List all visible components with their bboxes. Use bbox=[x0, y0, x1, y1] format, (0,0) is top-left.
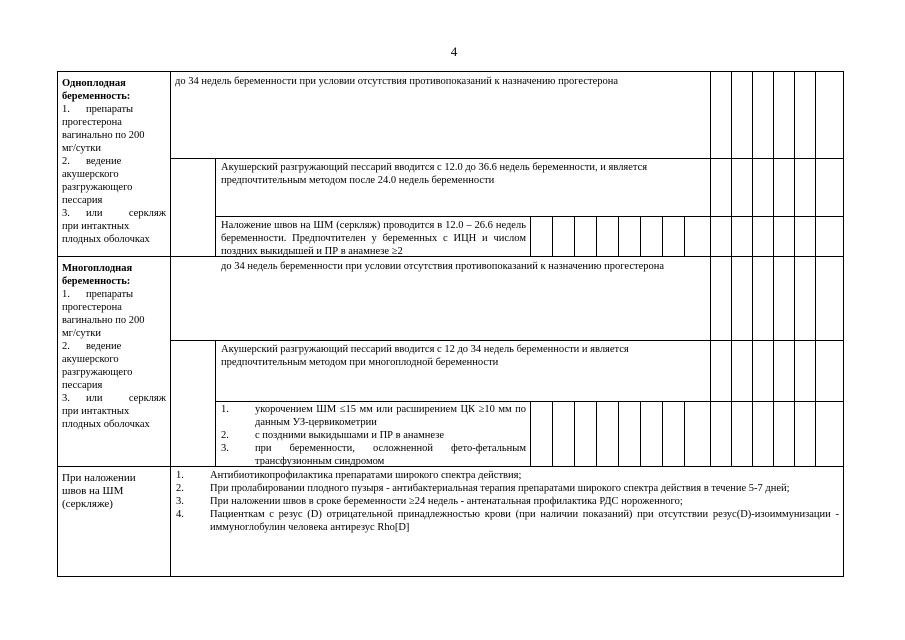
care-item: 1. Антибиотикопрофилактика препаратами широкого спектра действия; bbox=[176, 470, 522, 481]
multiple-progesterone-text: до 34 недель беременности при условии отсутствия противопоказаний к назначению прогестерона bbox=[221, 261, 665, 272]
page-number: 4 bbox=[450, 44, 458, 59]
multiple-pessary-text: Акушерский разгружающий пессарий вводится с 12 до 34 недель беременности и является предпочтительным методом при многоплодной беременности bbox=[221, 344, 629, 368]
singleton-cerclage-text: Наложение швов на ШМ (серкляж) проводится в 12.0 – 26.6 недель беременности. Предпочтителен у беременных с ИЦН и числом поздних выкидышей и ПР в анамнезе ≥2 bbox=[221, 220, 526, 257]
care-item: 4. Пациенткам с резус (D) отрицательной принадлежностью крови (при наличии показаний) при отсутствии резус(D)-изоиммунизации - иммуноглобулин человека антирезус Rho[D] bbox=[176, 509, 839, 533]
condition-item: 3. при беременности, осложненной фето-фетальным трансфузионным синдромом bbox=[221, 443, 526, 467]
singleton-label-cell: Одноплодная беременность: 1. препараты прогестерона вагинально по 200 мг/сутки 2. ведение акушерского разгружающего пессария 3. или серкляж при интактных плодных оболочках bbox=[62, 78, 166, 245]
cerclage-care-list bbox=[176, 469, 839, 534]
singleton-progesterone-text: до 34 недель беременности при условии отсутствия противопоказаний к назначению прогестерона bbox=[175, 76, 619, 87]
care-item: 3. При наложении швов в сроке беременности ≥24 недель - антенатальная профилактика РДС нороженного; bbox=[176, 496, 683, 507]
cerclage-care-label: При наложении швов на ШМ (серкляже) bbox=[62, 472, 136, 510]
singleton-heading: Одноплодная беременность: bbox=[62, 78, 131, 102]
condition-item: 2. с поздними выкидышами и ПР в анамнезе bbox=[221, 430, 445, 441]
multiple-heading: Многоплодная беременность: bbox=[62, 263, 133, 287]
multiple-label-cell: Многоплодная беременность: 1. препараты прогестерона вагинально по 200 мг/сутки 2. ведение акушерского разгружающего пессария 3. или серкляж при интактных плодных оболочках bbox=[62, 263, 166, 430]
singleton-pessary-text: Акушерский разгружающий пессарий вводится с 12.0 до 36.6 недель беременности, и является предпочтительным методом после 24.0 недель беременности bbox=[221, 162, 648, 186]
condition-item: 1. укорочением ШМ ≤15 мм или расширением ЦК ≥10 мм по данным УЗ-цервикометрии bbox=[221, 404, 526, 428]
care-item: 2. При пролабировании плодного пузыря - антибактериальная терапия препаратами широкого спектра действия в течение 5-7 дней; bbox=[176, 483, 790, 494]
multiple-cerclage-conditions bbox=[221, 403, 526, 468]
